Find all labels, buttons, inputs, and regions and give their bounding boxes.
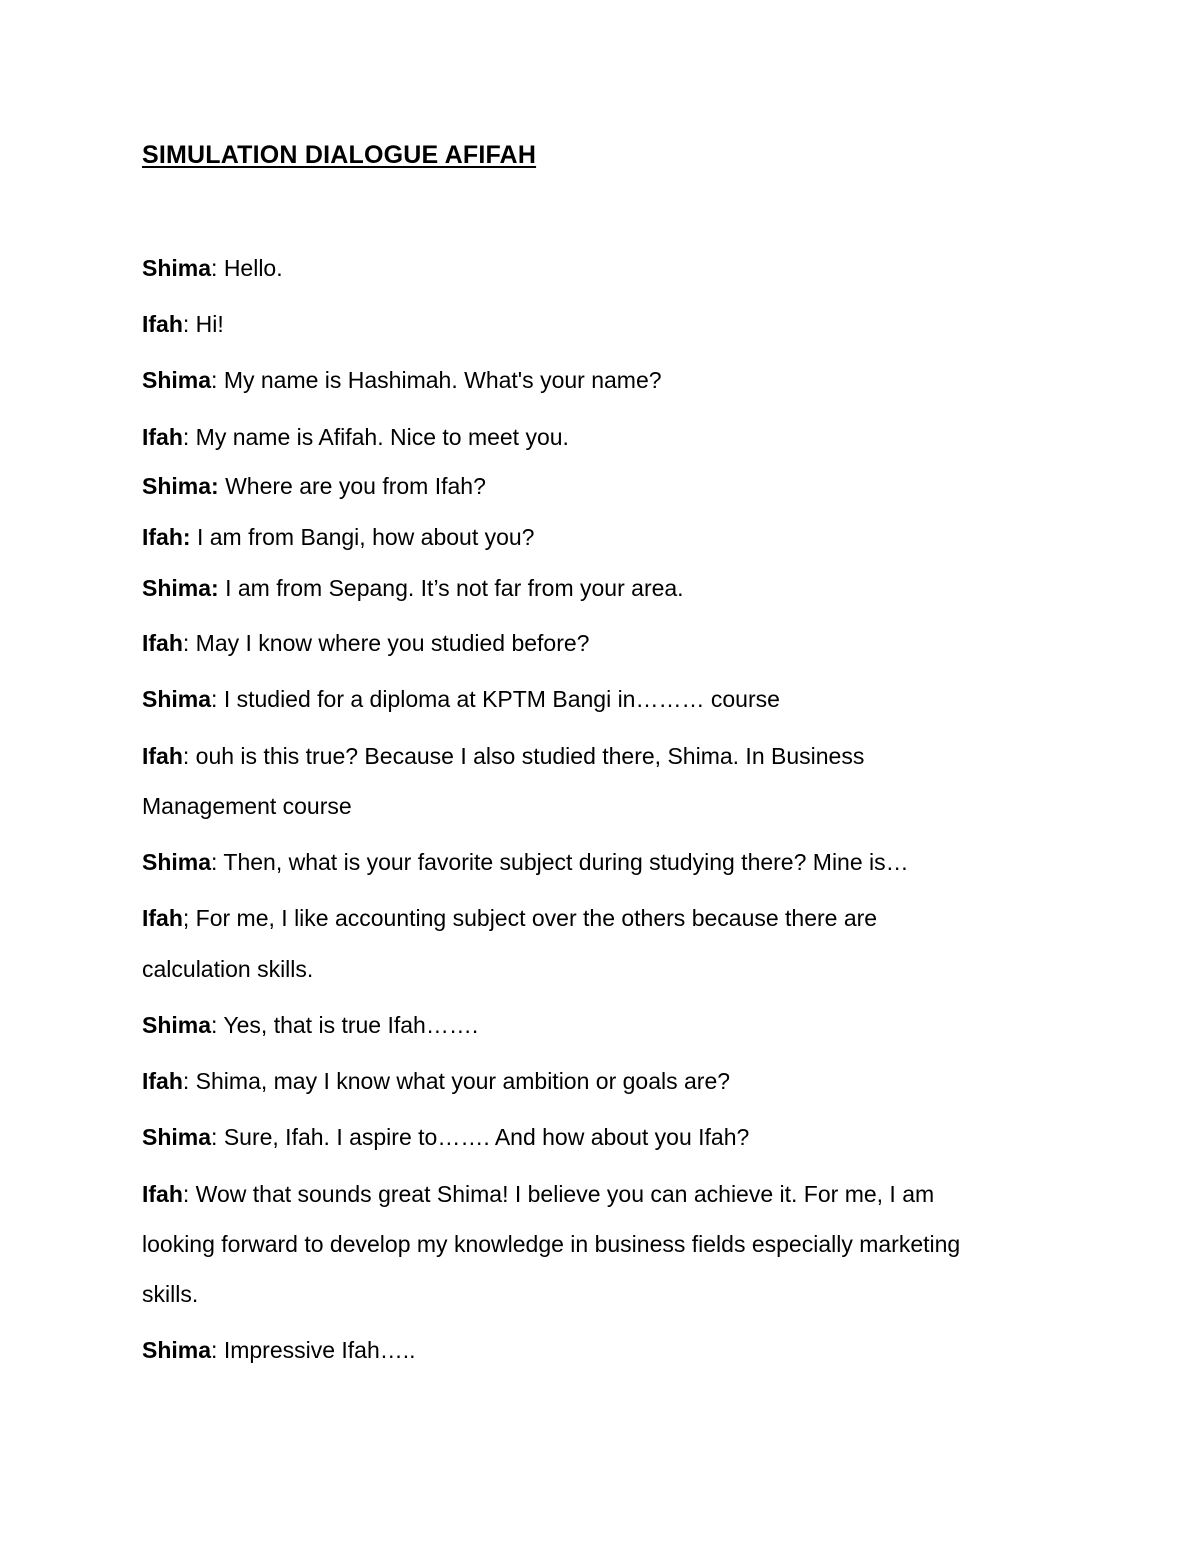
- line-text: Yes, that is true Ifah…….: [223, 1012, 479, 1038]
- separator: :: [182, 424, 196, 450]
- speaker-name: Ifah: [142, 905, 183, 931]
- line-text: My name is Hashimah. What's your name?: [223, 367, 662, 393]
- line-text: calculation skills.: [142, 956, 314, 982]
- speaker-name: Ifah: [142, 1068, 183, 1094]
- line-text: looking forward to develop my knowledge in business fields especially marketing: [142, 1231, 961, 1257]
- separator: :: [182, 1181, 196, 1207]
- line-text: I studied for a diploma at KPTM Bangi in……… course: [223, 686, 780, 712]
- separator: :: [182, 1068, 196, 1094]
- line-text: I am from Bangi, how about you?: [196, 524, 535, 550]
- dialogue-line: [142, 574, 1062, 602]
- speaker-name: Shima: [142, 255, 212, 281]
- separator: ;: [182, 905, 196, 931]
- dialogue-line: [142, 1123, 1062, 1151]
- speaker-name: Ifah: [142, 743, 183, 769]
- dialogue-line: [142, 685, 1062, 713]
- dialogue-line: [142, 792, 1062, 820]
- dialogue-line: [142, 1280, 1062, 1308]
- line-text: Then, what is your favorite subject during studying there? Mine is…: [223, 849, 909, 875]
- dialogue-line: [142, 1067, 1062, 1095]
- dialogue-line: [142, 1011, 1062, 1039]
- separator: :: [182, 311, 196, 337]
- dialogue-line: [142, 904, 1062, 932]
- dialogue-line: [142, 523, 1062, 551]
- line-text: May I know where you studied before?: [195, 630, 590, 656]
- dialogue-line: [142, 254, 1062, 282]
- line-text: I am from Sepang. It’s not far from your area.: [225, 575, 684, 601]
- dialogue-line: [142, 472, 1062, 500]
- document-title: SIMULATION DIALOGUE AFIFAH: [142, 141, 537, 169]
- speaker-name: Shima: [142, 1337, 212, 1363]
- speaker-name: Shima:: [142, 473, 219, 499]
- separator: :: [182, 630, 196, 656]
- dialogue-line: [142, 742, 1062, 770]
- line-text: Hello.: [223, 255, 283, 281]
- line-text: Shima, may I know what your ambition or goals are?: [195, 1068, 731, 1094]
- line-text: Sure, Ifah. I aspire to……. And how about you Ifah?: [223, 1124, 750, 1150]
- dialogue-line: [142, 1230, 1062, 1258]
- separator: :: [211, 686, 224, 712]
- separator: :: [211, 1124, 224, 1150]
- line-text: Management course: [142, 793, 352, 819]
- speaker-name: Shima: [142, 686, 212, 712]
- separator: :: [211, 255, 224, 281]
- line-text: Where are you from Ifah?: [225, 473, 486, 499]
- dialogue-line: [142, 629, 1062, 657]
- dialogue-line: [142, 848, 1062, 876]
- line-text: My name is Afifah. Nice to meet you.: [195, 424, 569, 450]
- dialogue-line: [142, 423, 1062, 451]
- separator: :: [182, 743, 196, 769]
- line-text: ouh is this true? Because I also studied there, Shima. In Business: [195, 743, 865, 769]
- separator: :: [211, 367, 224, 393]
- dialogue-line: [142, 1180, 1062, 1208]
- line-text: skills.: [142, 1281, 199, 1307]
- line-text: Impressive Ifah…..: [223, 1337, 416, 1363]
- line-text: Hi!: [195, 311, 224, 337]
- speaker-name: Shima:: [142, 575, 219, 601]
- speaker-name: Shima: [142, 849, 212, 875]
- speaker-name: Ifah:: [142, 524, 191, 550]
- dialogue-line: [142, 310, 1062, 338]
- separator: :: [211, 1012, 224, 1038]
- separator: :: [211, 1337, 224, 1363]
- line-text: Wow that sounds great Shima! I believe you can achieve it. For me, I am: [195, 1181, 935, 1207]
- speaker-name: Shima: [142, 1012, 212, 1038]
- separator: :: [211, 849, 224, 875]
- dialogue-line: [142, 955, 1062, 983]
- speaker-name: Ifah: [142, 311, 183, 337]
- speaker-name: Shima: [142, 367, 212, 393]
- speaker-name: Ifah: [142, 1181, 183, 1207]
- line-text: For me, I like accounting subject over the others because there are: [195, 905, 878, 931]
- speaker-name: Shima: [142, 1124, 212, 1150]
- dialogue-line: [142, 366, 1062, 394]
- speaker-name: Ifah: [142, 630, 183, 656]
- dialogue-line: [142, 1336, 1062, 1364]
- speaker-name: Ifah: [142, 424, 183, 450]
